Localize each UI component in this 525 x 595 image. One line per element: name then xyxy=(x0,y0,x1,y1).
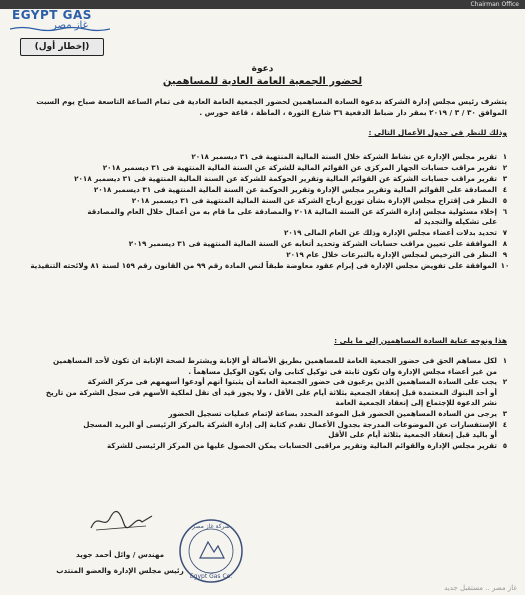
agenda-item-number: ٦ xyxy=(502,206,508,216)
signatory-name: مهندس / وائل أحمد جويد xyxy=(75,550,165,559)
footer-slogan: غاز مصر .. مستقبل جديد xyxy=(444,584,517,592)
note-item xyxy=(7,420,511,431)
note-item-number: ١ xyxy=(502,356,508,365)
agenda-item-text: النظر فى الترخيص لمجلس الإدارة بالتبرعات خلال عام ٢٠١٩ xyxy=(286,250,497,260)
office-label: Chairman Office xyxy=(470,1,519,8)
agenda-item-text: إخلاء مسئولية مجلس إدارة الشركة عن السنة المالية ٢٠١٨ والمصادقة على ما قام به من أعمال خلال العام والمصادقة xyxy=(87,206,497,216)
agenda-item-number: ٩ xyxy=(502,250,508,260)
agenda-item xyxy=(7,239,511,250)
note-item-number: ٢ xyxy=(502,377,508,387)
agenda-item-number: ٣ xyxy=(502,173,508,183)
agenda-item xyxy=(7,185,511,196)
intro-line-2: الموافق ٣٠ / ٣ / ٢٠١٩ بمقر دار ضباط الدفعية ٣٦ شارع الثورة ، الماظة ، قاعة حورس . xyxy=(199,108,507,117)
agenda-item-number: ٥ xyxy=(502,195,508,205)
note-item-text: نشر الدعوة للإجتماع إلى إنعقاد الجمعية العامة xyxy=(335,398,497,408)
agenda-item-text: تقرير مراقب حسابات الشركة عن القوائم المالية وتقرير الحوكمة للشركة عن السنة المالية المنتهية فى ٣١ ديسمبر ٢٠١٨ xyxy=(74,173,497,183)
note-item xyxy=(7,367,511,378)
agenda-heading: وذلك للنظر فى جدول الأعمال التالى : xyxy=(368,128,507,137)
agenda-item-number: ٢ xyxy=(502,162,508,172)
note-item-number: ٥ xyxy=(502,440,508,450)
signature-image xyxy=(86,508,156,534)
note-item-number: ٣ xyxy=(502,408,508,418)
note-item-text: أو أحد البنوك المعتمدة قبل إنعقاد الجمعية بثلاثة أيام على الأقل ، ولا يجوز قيد أى نقل لملكية الأسهم فى سجل الشركة من تاريخ xyxy=(45,387,497,397)
agenda-item xyxy=(7,217,511,228)
document-subtitle: لحضور الجمعية العامة العادية للمساهمين xyxy=(162,76,363,87)
agenda-item xyxy=(7,250,511,261)
agenda-item xyxy=(7,174,511,185)
agenda-item-text: الموافقة على تفويض مجلس الإدارة فى إبرام عقود معاوضة طبقاً لنص المادة رقم ٩٩ من القانون رقم ١٥٩ لسنة ٨١ ولائحته التنفيذية xyxy=(30,261,497,271)
company-stamp xyxy=(178,518,244,584)
agenda-item-number: ١٠ xyxy=(500,261,510,271)
note-item-text: أو باليد قبل إنعقاد الجمعية بثلاثة أيام على الأقل xyxy=(328,430,497,440)
note-item-text: يرجى من السادة المساهمين الحضور قبل الموعد المحدد بساعة لإتمام عمليات تسجيل الحضور xyxy=(168,408,497,418)
logo-english: EGYPT GAS xyxy=(12,8,92,22)
agenda-item-text: النظر فى إقتراح مجلس الإدارة بشأن توزيع أرباح الشركة عن السنة المالية المنتهية فى ٣١ ديسمبر ٢٠١٨ xyxy=(131,195,497,205)
signatory-title: رئيس مجلس الإدارة والعضو المنتدب xyxy=(56,566,184,575)
note-item-text: من غير أعضاء مجلس الإدارة وان تكون ثابتة فى توكيل كتابى وان يكون الوكيل مساهماً . xyxy=(188,366,497,376)
agenda-item-number: ٨ xyxy=(502,239,508,249)
agenda-item-text: تقرير مراقب حسابات الجهاز المركزى عن القوائم المالية للشركة عن السنة المالية المنتهية فى ٣١ ديسمبر ٢٠١٨ xyxy=(102,162,497,172)
agenda-item-text: على تشكيله والتجديد له xyxy=(414,217,497,227)
agenda-item xyxy=(7,152,511,163)
agenda-item-text: تحديد بدلات أعضاء مجلس الإدارة وذلك عن العام المالى ٢٠١٩ xyxy=(283,228,497,238)
stamp-text-en: Egypt Gas Co. xyxy=(189,573,233,580)
agenda-item-number: ٧ xyxy=(502,228,508,238)
logo-arabic: غاز مصر xyxy=(52,20,88,31)
note-item-text: يجب على السادة المساهمين الذين يرغبون فى حضور الجمعية العامة أن يثبتوا أنهم أودعوا أسهمهم فى مركز الشركة xyxy=(87,377,497,387)
note-item xyxy=(7,409,511,420)
agenda-item-text: الموافقة على تعيين مراقب حسابات الشركة وتحديد أتعابه عن السنة المالية المنتهية فى ٣١ ديسمبر ٢٠١٩ xyxy=(128,239,497,249)
agenda-list xyxy=(7,152,511,272)
note-item xyxy=(7,388,511,399)
note-item xyxy=(7,398,511,409)
notice-label: (إخطار أول) xyxy=(20,38,104,56)
logo-wave-icon xyxy=(10,26,110,32)
agenda-item-number: ٤ xyxy=(502,184,508,194)
note-item xyxy=(7,377,511,388)
note-item-text: لكل مساهم الحق فى حضور الجمعية العامة للمساهمين بطريق الأصالة أو الإنابة ويشترط لصحة الإنابة ان تكون لأحد المساهمين xyxy=(52,356,497,365)
note-item-text: تقرير مجلس الإدارة والقوائم المالية وتقرير مراقبى الحسابات يمكن الحصول عليها من المركز الرئيسى للشركة xyxy=(106,440,497,450)
agenda-item-text: تقرير مجلس الإدارة عن نشاط الشركة خلال السنة المالية المنتهية فى ٣١ ديسمبر ٢٠١٨ xyxy=(191,152,497,161)
document-title: دعوة xyxy=(251,64,274,74)
attention-heading: هذا ونوجه عناية السادة المساهمين إلى ما يلى : xyxy=(334,336,507,345)
stamp-text-ar: شركة غاز مصر xyxy=(192,523,230,530)
note-item xyxy=(7,430,511,441)
note-item-text: الإستفسارات عن الموضوعات المدرجة بجدول الأعمال تقدم كتابة إلى إدارة الشركة بالمركز الرئيسى أو البريد المسجل xyxy=(83,419,497,429)
intro-line-1: يتشرف رئيس مجلس إدارة الشركة بدعوة السادة المساهمين لحضور الجمعية العامة العادية فى تمام الساعة التاسعة صباح يوم السبت xyxy=(36,97,507,106)
note-item-number: ٤ xyxy=(502,419,508,429)
note-item xyxy=(7,356,511,367)
agenda-item xyxy=(7,196,511,207)
agenda-item xyxy=(7,207,511,218)
agenda-item-number: ١ xyxy=(502,152,508,161)
agenda-item xyxy=(7,261,511,272)
agenda-item xyxy=(7,228,511,239)
notes-list xyxy=(7,356,511,451)
agenda-item-text: المصادقة على القوائم المالية وتقرير مجلس الإدارة وتقرير الحوكمة عن السنة المالية المنتهية فى ٣١ ديسمبر ٢٠١٨ xyxy=(93,184,497,194)
note-item xyxy=(7,441,511,452)
agenda-item xyxy=(7,163,511,174)
